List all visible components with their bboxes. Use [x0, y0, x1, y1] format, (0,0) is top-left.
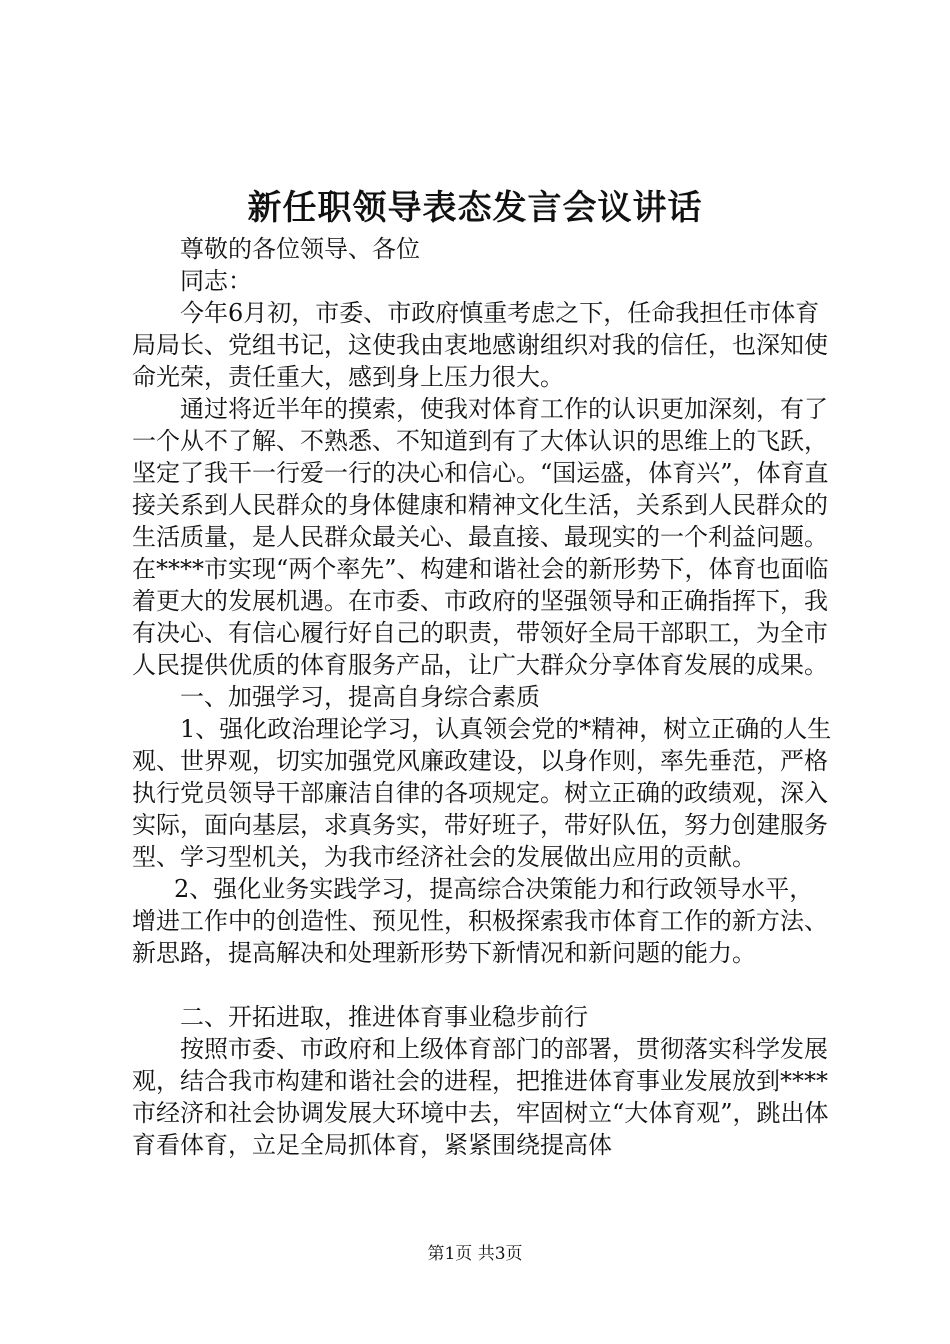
page-footer: 第1页 共3页	[427, 1244, 523, 1264]
paragraph-deployment: 按照市委、市政府和上级体育部门的部署，贯彻落实科学发展观，结合我市构建和谐社会的进程，把推进体育事业发展放到****市经济和社会协调发展大环境中去，牢固树立“大体育观”，跳出体育看体育，立足全局抓体育，紧紧围绕提高体	[132, 1035, 829, 1159]
paragraph-gap	[132, 969, 832, 1001]
document-title: 新任职领导表态发言会议讲话	[247, 188, 703, 228]
salutation-line-2: 同志：	[180, 267, 252, 295]
paragraph-business-study: 2、强化业务实践学习，提高综合决策能力和行政领导水平，增进工作中的创造性、预见性，积极探索我市体育工作的新方法、新思路，提高解决和处理新形势下新情况和新问题的能力。	[132, 875, 828, 967]
section-heading-2: 二、开拓进取，推进体育事业稳步前行	[180, 1003, 588, 1031]
section-heading-1: 一、加强学习，提高自身综合素质	[180, 683, 540, 711]
salutation-line-1: 尊敬的各位领导、各位	[180, 235, 420, 263]
paragraph-political-study: 1、强化政治理论学习，认真领会党的*精神，树立正确的人生观、世界观，切实加强党风廉政建设，以身作则，率先垂范，严格执行党员领导干部廉洁自律的各项规定。树立正确的政绩观，深入实际，面向基层，求真务实，带好班子，带好队伍，努力创建服务型、学习型机关，为我市经济社会的发展做出应用的贡献。	[132, 715, 832, 871]
paragraph-understanding: 通过将近半年的摸索，使我对体育工作的认识更加深刻，有了一个从不了解、不熟悉、不知道到有了大体认识的思维上的飞跃，坚定了我干一行爱一行的决心和信心。“国运盛，体育兴”，体育直接关系到人民群众的身体健康和精神文化生活，关系到人民群众的生活质量，是人民群众最关心、最直接、最现实的一个利益问题。在****市实现“两个率先”、构建和谐社会的新形势下，体育也面临着更大的发展机遇。在市委、市政府的坚强领导和正确指挥下，我有决心、有信心履行好自己的职责，带领好全局干部职工，为全市人民提供优质的体育服务产品，让广大群众分享体育发展的成果。	[132, 395, 829, 679]
paragraph-appointment: 今年6月初，市委、市政府慎重考虑之下，任命我担任市体育局局长、党组书记，这使我由衷地感谢组织对我的信任，也深知使命光荣，责任重大，感到身上压力很大。	[132, 299, 828, 391]
document-body	[132, 233, 832, 1161]
